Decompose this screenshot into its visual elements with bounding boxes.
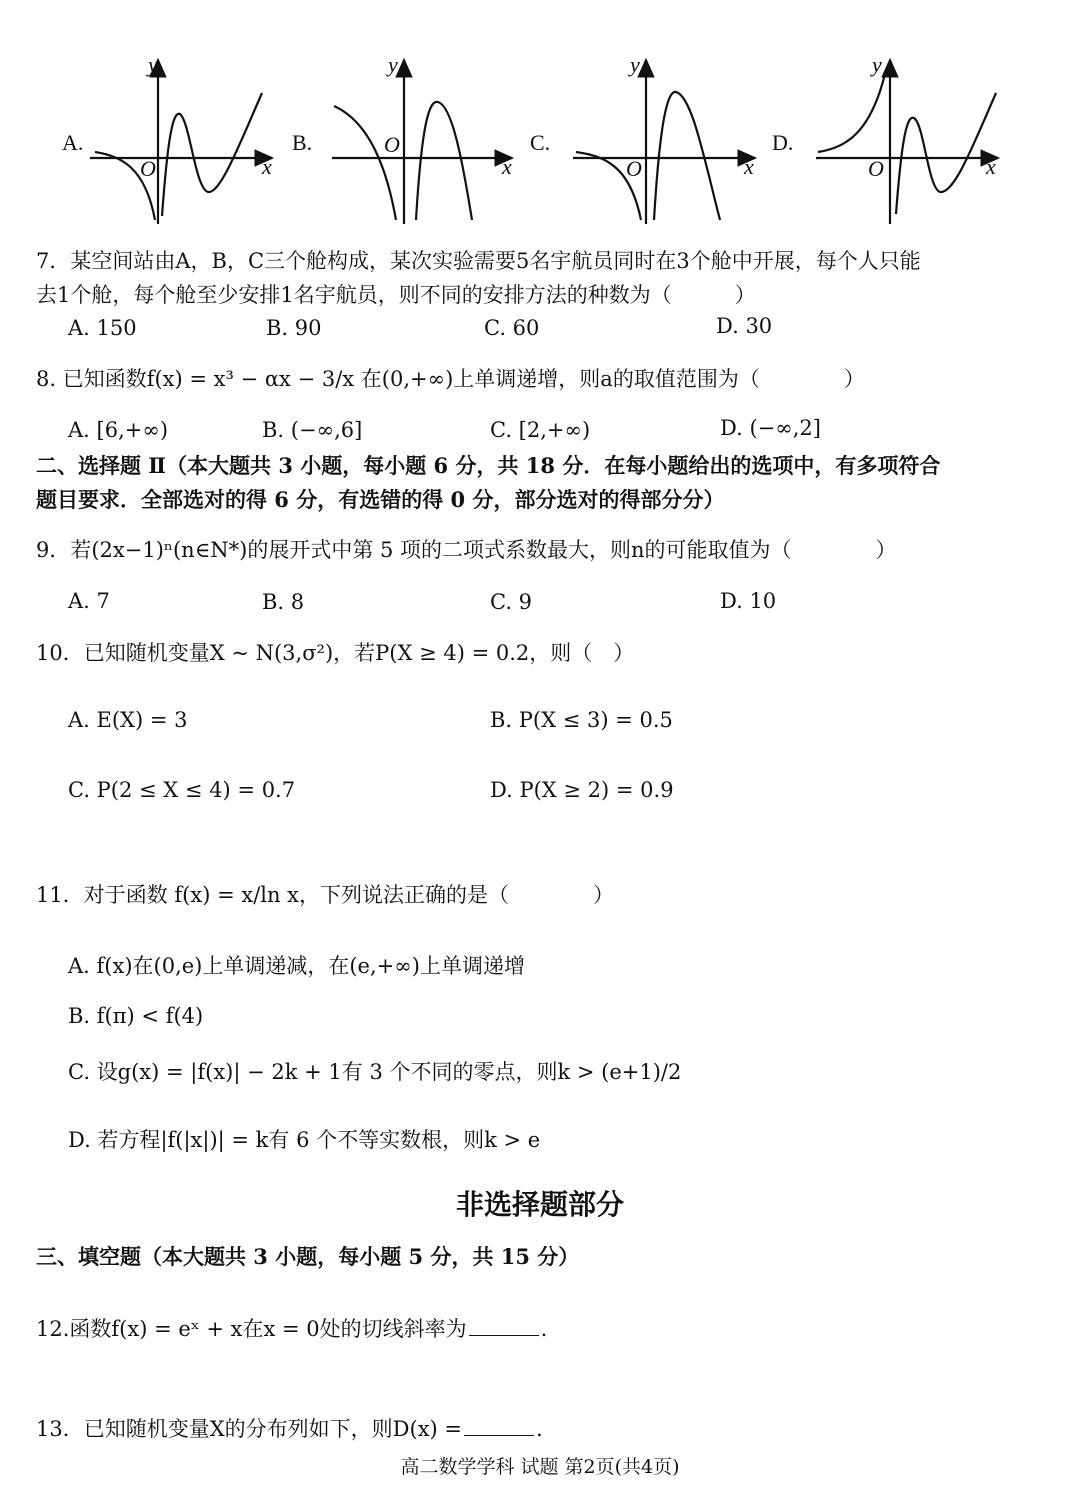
graph-c [573,60,755,224]
graph-c-x-label: x [744,154,754,179]
graph-b [332,60,512,224]
q10-stem: 10．已知随机变量X ~ N(3,σ²)，若P(X ≥ 4) = 0.2，则（ ） [36,641,635,665]
section3-header: 三、填空题（本大题共 3 小题，每小题 5 分，共 15 分） [36,1244,580,1269]
graph-d-right-branch [896,93,996,214]
graph-b-origin-label: O [384,132,400,157]
graph-c-origin-label: O [626,156,642,181]
graph-label-c: C. [530,130,551,155]
graph-b-y-label: y [388,52,398,77]
q7-option-d: D. 30 [716,314,773,338]
q10-option-a: A. E(X) = 3 [68,708,188,732]
q11-option-a: A. f(x)在(0,e)上单调递减，在(e,+∞)上单调递增 [68,954,525,978]
q8-option-c: C. [2,+∞) [490,418,591,442]
q13-line [36,1414,543,1444]
q7-option-c: C. 60 [484,316,540,340]
answer-graphs-row [40,48,1040,233]
q13-text: 13．已知随机变量X的分布列如下，则D(x) = [36,1417,463,1441]
graph-label-b: B. [292,130,313,155]
q7-line2: 去1个舱，每个舱至少安排1名宇航员，则不同的安排方法的种数为（ ） [36,283,756,307]
section2-header-line2: 题目要求．全部选对的得 6 分，有选错的得 0 分，部分选对的得部分分） [36,487,725,512]
q7-option-a: A. 150 [68,316,137,340]
q10-option-c: C. P(2 ≤ X ≤ 4) = 0.7 [68,778,296,802]
graph-d-y-label: y [872,52,882,77]
q8-stem: 8. 已知函数f(x) = x³ − αx − 3/x 在(0,+∞)上单调递增，则a的取值范围为（ ） [36,367,865,391]
graph-a-x-label: x [262,154,272,179]
graph-label-a: A. [62,130,84,155]
q12-answer-blank[interactable] [469,1334,539,1336]
q9-option-b: B. 8 [262,590,305,614]
section2-header-line1: 二、选择题 Ⅱ（本大题共 3 小题，每小题 6 分，共 18 分．在每小题给出的选项中，有多项符合 [36,453,941,478]
q11-stem: 11．对于函数 f(x) = x/ln x，下列说法正确的是（ ） [36,883,615,907]
q12-text: 12.函数f(x) = eˣ + x在x = 0处的切线斜率为 [36,1317,467,1341]
q11-option-d: D. 若方程|f(|x|)| = k有 6 个不等实数根，则k > e [68,1128,541,1152]
q8-option-a: A. [6,+∞) [68,418,169,442]
graph-b-left-branch [334,106,396,220]
q11-option-b: B. f(π) < f(4) [68,1004,204,1028]
graph-c-right-branch [654,92,720,220]
graph-c-y-label: y [630,52,640,77]
graph-a [90,60,272,224]
q9-option-d: D. 10 [720,589,777,613]
q10-option-b: B. P(X ≤ 3) = 0.5 [490,708,673,732]
q7-line1: 7．某空间站由A，B，C三个舱构成，某次实验需要5名宇航员同时在3个舱中开展，每个人只能 [36,249,921,273]
q8-option-b: B. (−∞,6] [262,418,363,442]
graph-b-right-branch [416,102,472,220]
q8-option-d: D. (−∞,2] [720,416,821,440]
q9-option-c: C. 9 [490,590,533,614]
q7-option-b: B. 90 [266,316,322,340]
q13-period: . [536,1417,543,1441]
q10-option-d: D. P(X ≥ 2) = 0.9 [490,778,674,802]
graph-a-origin-label: O [140,156,156,181]
graph-a-y-label: y [148,52,158,77]
page-footer: 高二数学学科 试题 第2页(共4页) [400,1456,680,1478]
graph-d [816,60,998,224]
q13-answer-blank[interactable] [464,1434,534,1436]
graph-d-left-branch [818,74,885,152]
graph-label-d: D. [772,130,794,155]
part-title: 非选择题部分 [455,1188,624,1221]
graph-d-origin-label: O [868,156,884,181]
graph-a-right-branch [162,93,262,216]
graph-b-x-label: x [502,154,512,179]
graph-d-x-label: x [986,154,996,179]
q9-option-a: A. 7 [68,589,110,613]
q11-option-c: C. 设g(x) = |f(x)| − 2k + 1有 3 个不同的零点，则k > (e+1)/2 [68,1060,682,1084]
q9-stem: 9．若(2x−1)ⁿ(n∈N*)的展开式中第 5 项的二项式系数最大，则n的可能取值为（ ） [36,538,897,562]
q12-period: . [540,1317,548,1341]
q12-line [36,1314,547,1344]
